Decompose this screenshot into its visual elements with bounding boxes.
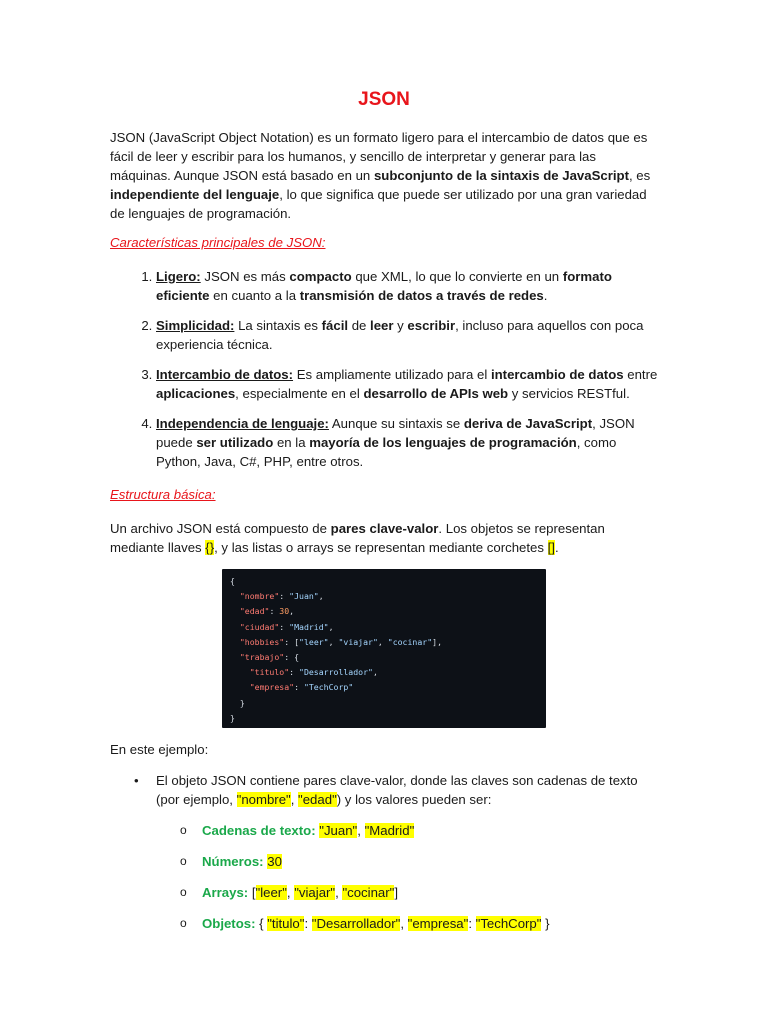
feature-bold: leer <box>370 318 394 333</box>
feature-text: que XML, lo que lo convierte en un <box>351 269 563 284</box>
feature-bold: formato eficiente <box>156 269 612 303</box>
bullet-text: , <box>290 792 299 807</box>
highlight-brackets: [] <box>547 540 555 555</box>
feature-text: entre <box>623 367 658 382</box>
bullet-text: ) y los valores pueden ser: <box>336 792 492 807</box>
code-brace: } <box>239 697 245 708</box>
intro-text: , es <box>628 168 651 183</box>
highlight-key: "nombre" <box>236 792 291 807</box>
value-type-item: o Cadenas de texto: "Juan", "Madrid" <box>202 821 658 840</box>
code-string: "Desarrollador" <box>299 667 373 678</box>
value-type-item: o Números: 30 <box>202 852 658 871</box>
code-brace: } <box>230 712 235 723</box>
highlight-value: 30 <box>267 854 282 869</box>
feature-text: La sintaxis es <box>234 318 322 333</box>
feature-label: Simplicidad: <box>156 318 235 333</box>
features-heading: Características principales de JSON: <box>110 235 326 250</box>
value-type-item: o Arrays: ["leer", "viajar", "cocinar"] <box>202 883 658 902</box>
type-label: Números <box>202 854 260 869</box>
feature-text: . <box>543 288 548 303</box>
highlight-value: "Desarrollador" <box>311 916 401 931</box>
feature-item <box>156 414 658 471</box>
feature-text: en la <box>273 435 310 450</box>
code-string: "viajar" <box>338 636 378 647</box>
feature-text: y <box>393 318 408 333</box>
feature-item <box>156 316 658 354</box>
code-key: "hobbies" <box>239 636 285 647</box>
intro-text: , lo que significa que puede ser utilizado por una gran variedad de lenguajes de programación. <box>110 187 647 221</box>
feature-bold: ser utilizado <box>196 435 274 450</box>
value-types-list <box>156 821 658 933</box>
feature-bold: intercambio de datos <box>490 367 624 382</box>
features-list <box>110 267 658 471</box>
highlight-key: "edad" <box>298 792 337 807</box>
feature-text: en cuanto a la <box>209 288 300 303</box>
feature-text: , incluso para aquellos con poca experiencia técnica. <box>156 318 644 352</box>
code-string: "leer" <box>299 636 329 647</box>
highlight-value: "Juan" <box>319 823 358 838</box>
structure-text: . Los objetos se representan mediante llaves <box>110 521 605 555</box>
feature-bold: transmisión de datos a través de redes <box>299 288 544 303</box>
feature-text: , especialmente en el <box>235 386 364 401</box>
feature-bold: fácil <box>321 318 349 333</box>
document-page <box>110 88 658 945</box>
structure-text: Un archivo JSON está compuesto de <box>110 521 331 536</box>
code-string: "Juan" <box>289 591 319 602</box>
type-label: Arrays <box>202 885 244 900</box>
structure-paragraph <box>110 519 658 557</box>
code-string: "Madrid" <box>289 621 329 632</box>
code-string: "cocinar" <box>387 636 433 647</box>
feature-bold: desarrollo de APIs web <box>363 386 509 401</box>
code-key: "empresa" <box>249 682 295 693</box>
highlight-value: "TechCorp" <box>475 916 542 931</box>
feature-text: Es ampliamente utilizado para el <box>293 367 491 382</box>
code-key: "edad" <box>239 606 270 617</box>
highlight-value: "titulo" <box>267 916 305 931</box>
page-title: JSON <box>358 89 410 110</box>
value-type-item: o Objetos: { "titulo": "Desarrollador", "empresa": "TechCorp" } <box>202 914 658 933</box>
feature-label: Independencia de lenguaje: <box>156 416 329 431</box>
code-number: 30 <box>279 606 290 617</box>
feature-text: Aunque su sintaxis se <box>328 416 464 431</box>
feature-item <box>156 365 658 403</box>
feature-text: y servicios RESTful. <box>508 386 630 401</box>
code-string: "TechCorp" <box>303 682 354 693</box>
feature-bold: aplicaciones <box>156 386 236 401</box>
highlight-value: "cocinar" <box>342 885 395 900</box>
type-label: Cadenas de texto <box>202 823 312 838</box>
example-intro: En este ejemplo: <box>110 742 209 757</box>
intro-bold: subconjunto de la sintaxis de JavaScript <box>373 168 629 183</box>
bullet-text: El objeto JSON contiene pares clave-valor, donde las claves son cadenas de texto (por ejemplo, <box>156 773 638 807</box>
feature-bold: mayoría de los lenguajes de programación <box>309 435 577 450</box>
intro-bold: independiente del lenguaje <box>110 187 280 202</box>
feature-text: , JSON puede <box>156 416 635 450</box>
intro-paragraph <box>110 128 658 223</box>
code-key: "trabajo" <box>239 652 285 663</box>
feature-bold: compacto <box>289 269 352 284</box>
example-bullets <box>110 771 658 933</box>
highlight-value: "Madrid" <box>364 823 415 838</box>
feature-item <box>156 267 658 305</box>
feature-text: de <box>348 318 371 333</box>
structure-text: . <box>554 540 559 555</box>
highlight-braces: {} <box>205 540 215 555</box>
code-brace: { <box>230 576 235 586</box>
highlight-value: "leer" <box>255 885 287 900</box>
feature-text: JSON es más <box>200 269 290 284</box>
highlight-value: "empresa" <box>407 916 469 931</box>
feature-bold: deriva de JavaScript <box>463 416 593 431</box>
structure-bold: pares clave-valor <box>330 521 439 536</box>
code-block-image: { "nombre": "Juan", "edad": 30, "ciudad": "Madrid", "hobbies": ["leer", "viajar", "cocinar"], "trabajo": { "titulo": "Desarrollador", "empresa": "TechCorp" } } <box>222 569 546 728</box>
feature-bold: escribir <box>407 318 456 333</box>
structure-text: , y las listas o arrays se representan mediante corchetes <box>214 540 548 555</box>
structure-heading: Estructura básica: <box>110 487 216 502</box>
type-label: Objetos <box>202 916 252 931</box>
feature-label: Ligero: <box>156 269 201 284</box>
highlight-value: "viajar" <box>294 885 336 900</box>
bullet-item <box>156 771 658 933</box>
feature-text: , como Python, Java, C#, PHP, entre otros. <box>156 435 617 469</box>
code-key: "nombre" <box>239 591 280 602</box>
code-key: "titulo" <box>249 667 290 678</box>
code-key: "ciudad" <box>239 621 280 632</box>
intro-text: JSON (JavaScript Object Notation) es un formato ligero para el intercambio de datos que es fácil de leer y escribir para los humanos, y sencillo de interpretar y generar para las máquinas. Aunque JSON está basado en un <box>110 130 648 183</box>
feature-label: Intercambio de datos: <box>156 367 294 382</box>
